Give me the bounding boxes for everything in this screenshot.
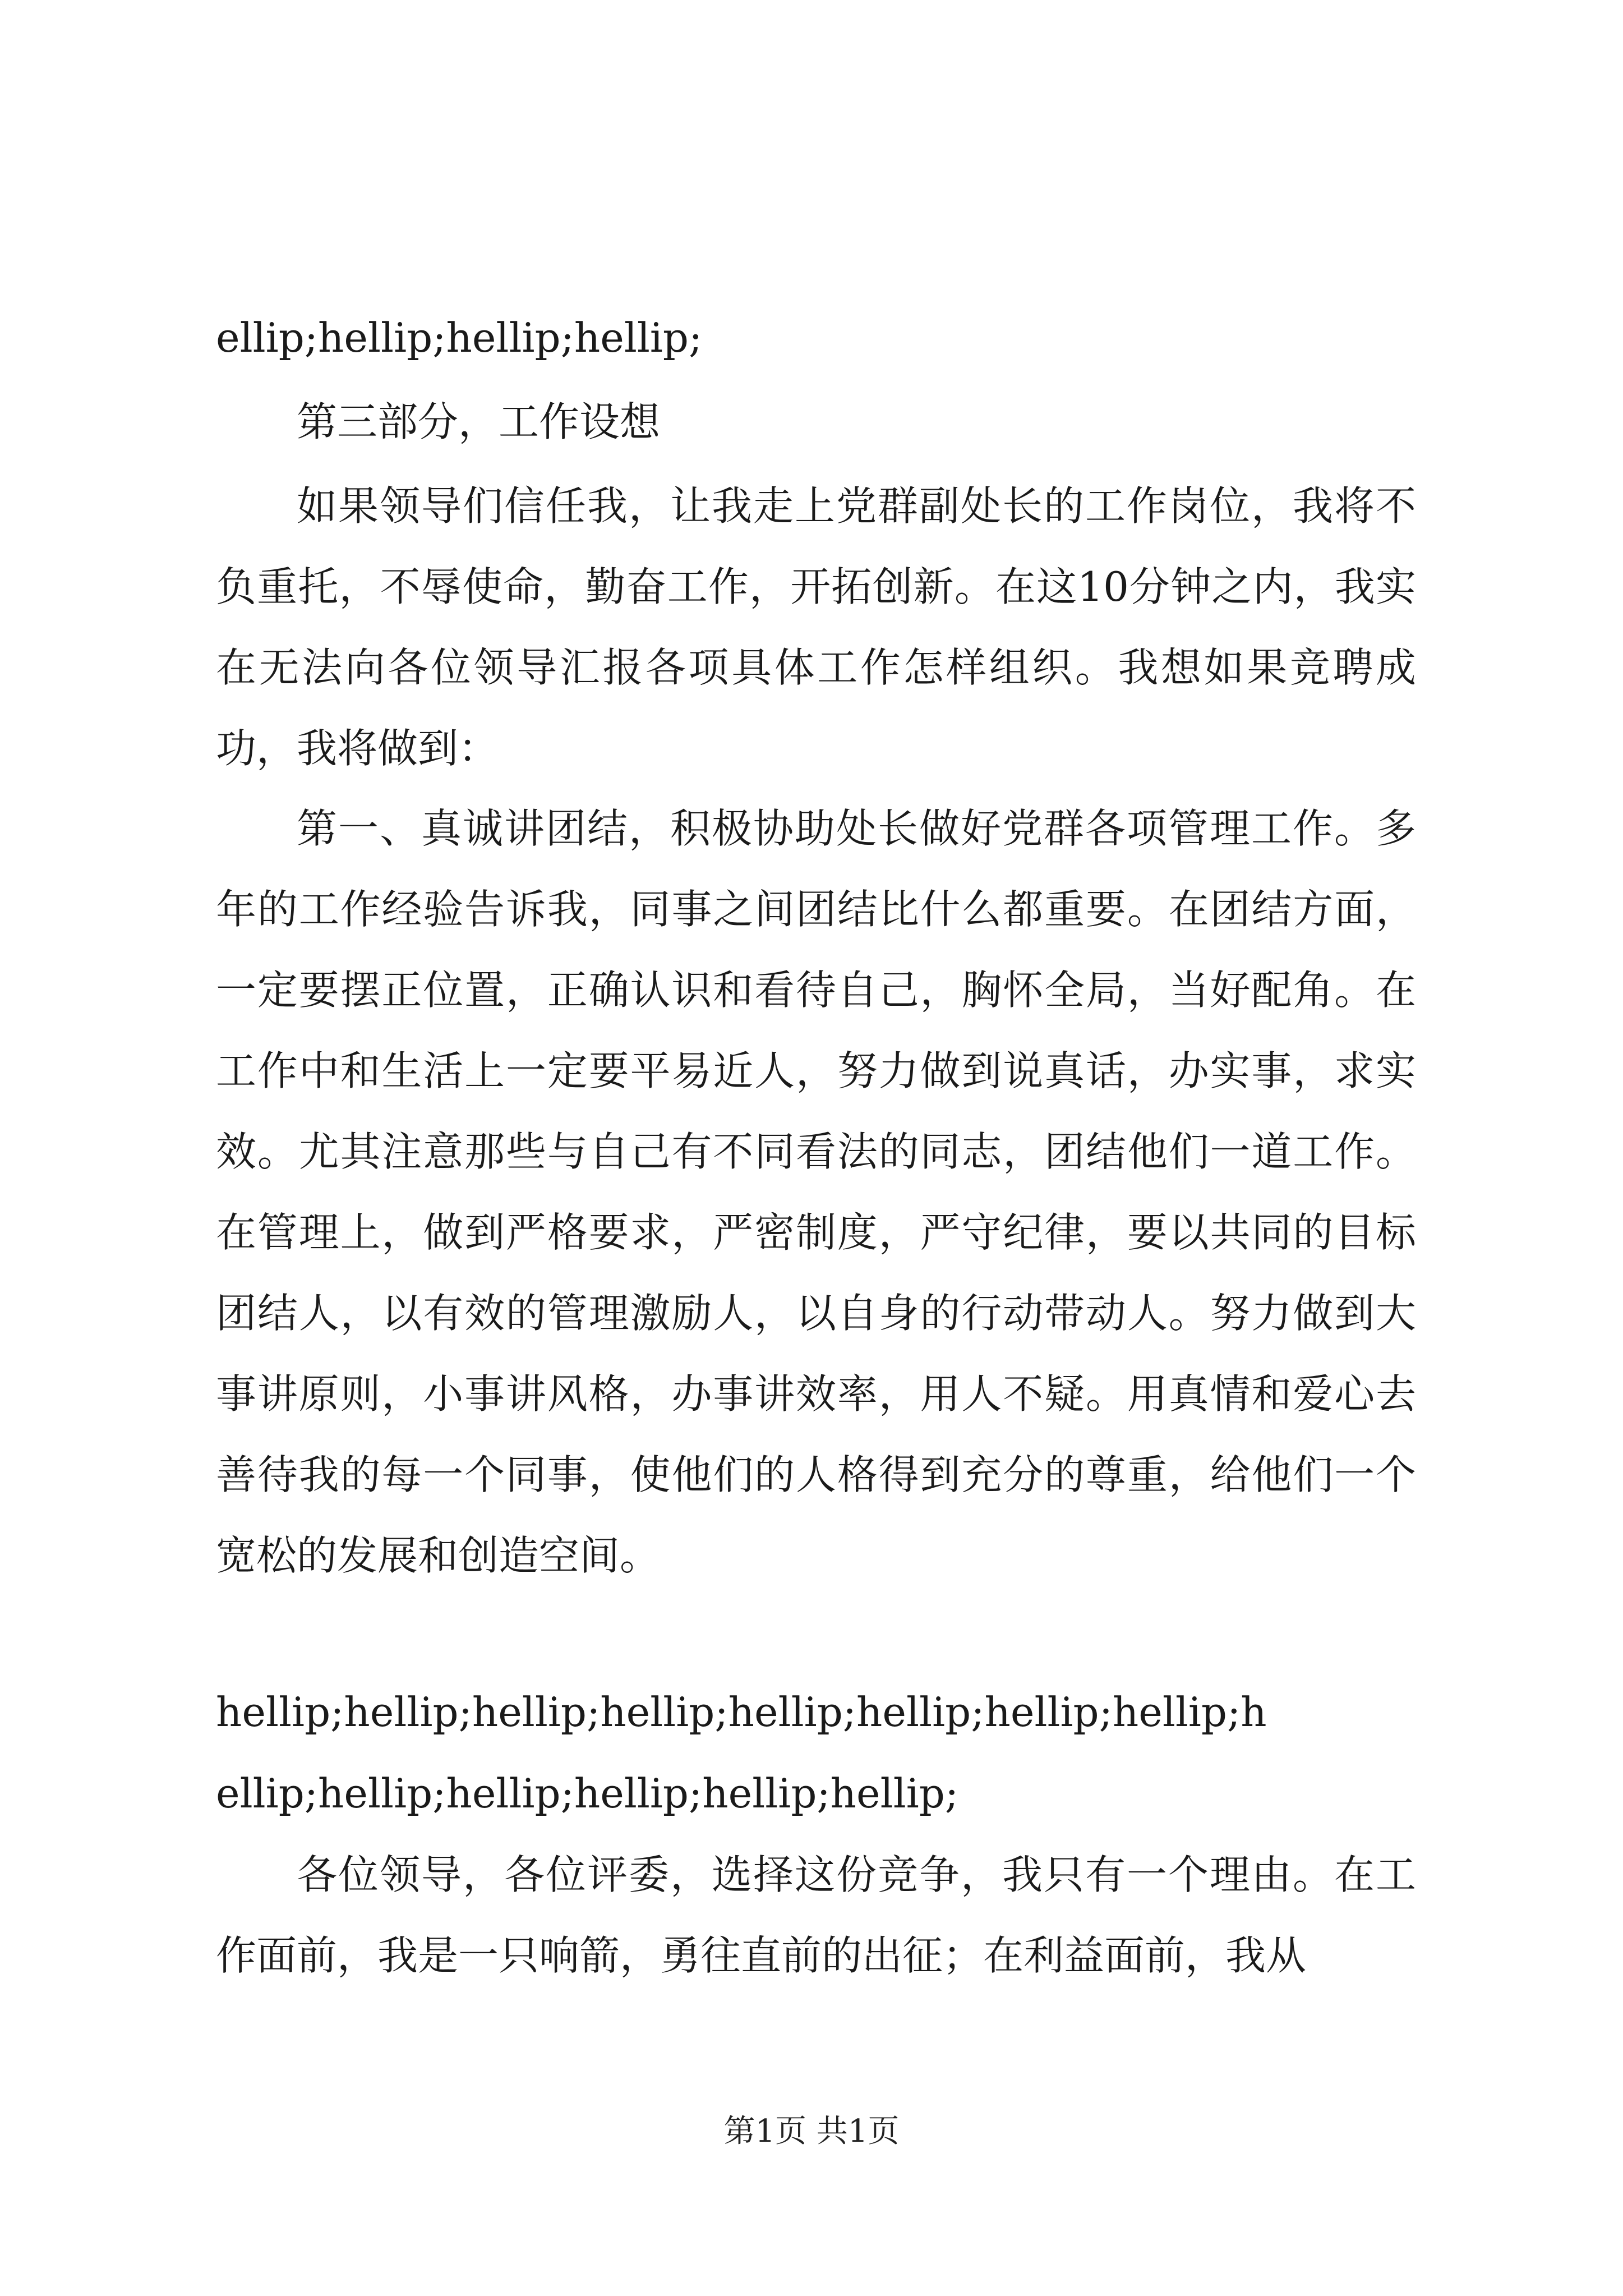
paragraph-first-point: 第一、真诚讲团结，积极协助处长做好党群各项管理工作。多年的工作经验告诉我，同事之间团结比什么都重要。在团结方面，一定要摆正位置，正确认识和看待自己，胸怀全局，当好配角。在工作中和生活上一定要平易近人，努力做到说真话，办实事，求实效。尤其注意那些与自己有不同看法的同志，团结他们一道工作。在管理上，做到严格要求，严密制度，严守纪律，要以共同的目标团结人，以有效的管理激励人，以自身的行动带动人。努力做到大事讲原则，小事讲风格，办事讲效率，用人不疑。用真情和爱心去善待我的每一个同事，使他们的人格得到充分的尊重，给他们一个宽松的发展和创造空间。: [216, 805, 1416, 1579]
paragraph-closing: 各位领导，各位评委，选择这份竞争，我只有一个理由。在工作面前，我是一只响箭，勇往直前的出征；在利益面前，我从: [216, 1851, 1416, 1979]
text-line-ellipsis-2: ellip;hellip;hellip;hellip;hellip;hellip;: [216, 1770, 959, 1817]
section-heading: 第三部分，工作设想: [297, 398, 661, 445]
paragraph-job-plan-intro: 如果领导们信任我，让我走上党群副处长的工作岗位，我将不负重托，不辱使命，勤奋工作，开拓创新。在这10分钟之内，我实在无法向各位领导汇报各项具体工作怎样组织。我想如果竞聘成功，我将做到：: [216, 482, 1416, 772]
text-line-ellipsis-1: hellip;hellip;hellip;hellip;hellip;hellip;hellip;hellip;h: [216, 1688, 1267, 1736]
text-line-ellipsis-continuation: ellip;hellip;hellip;hellip;: [216, 314, 703, 361]
page-footer: 第1页 共1页: [723, 2113, 900, 2150]
